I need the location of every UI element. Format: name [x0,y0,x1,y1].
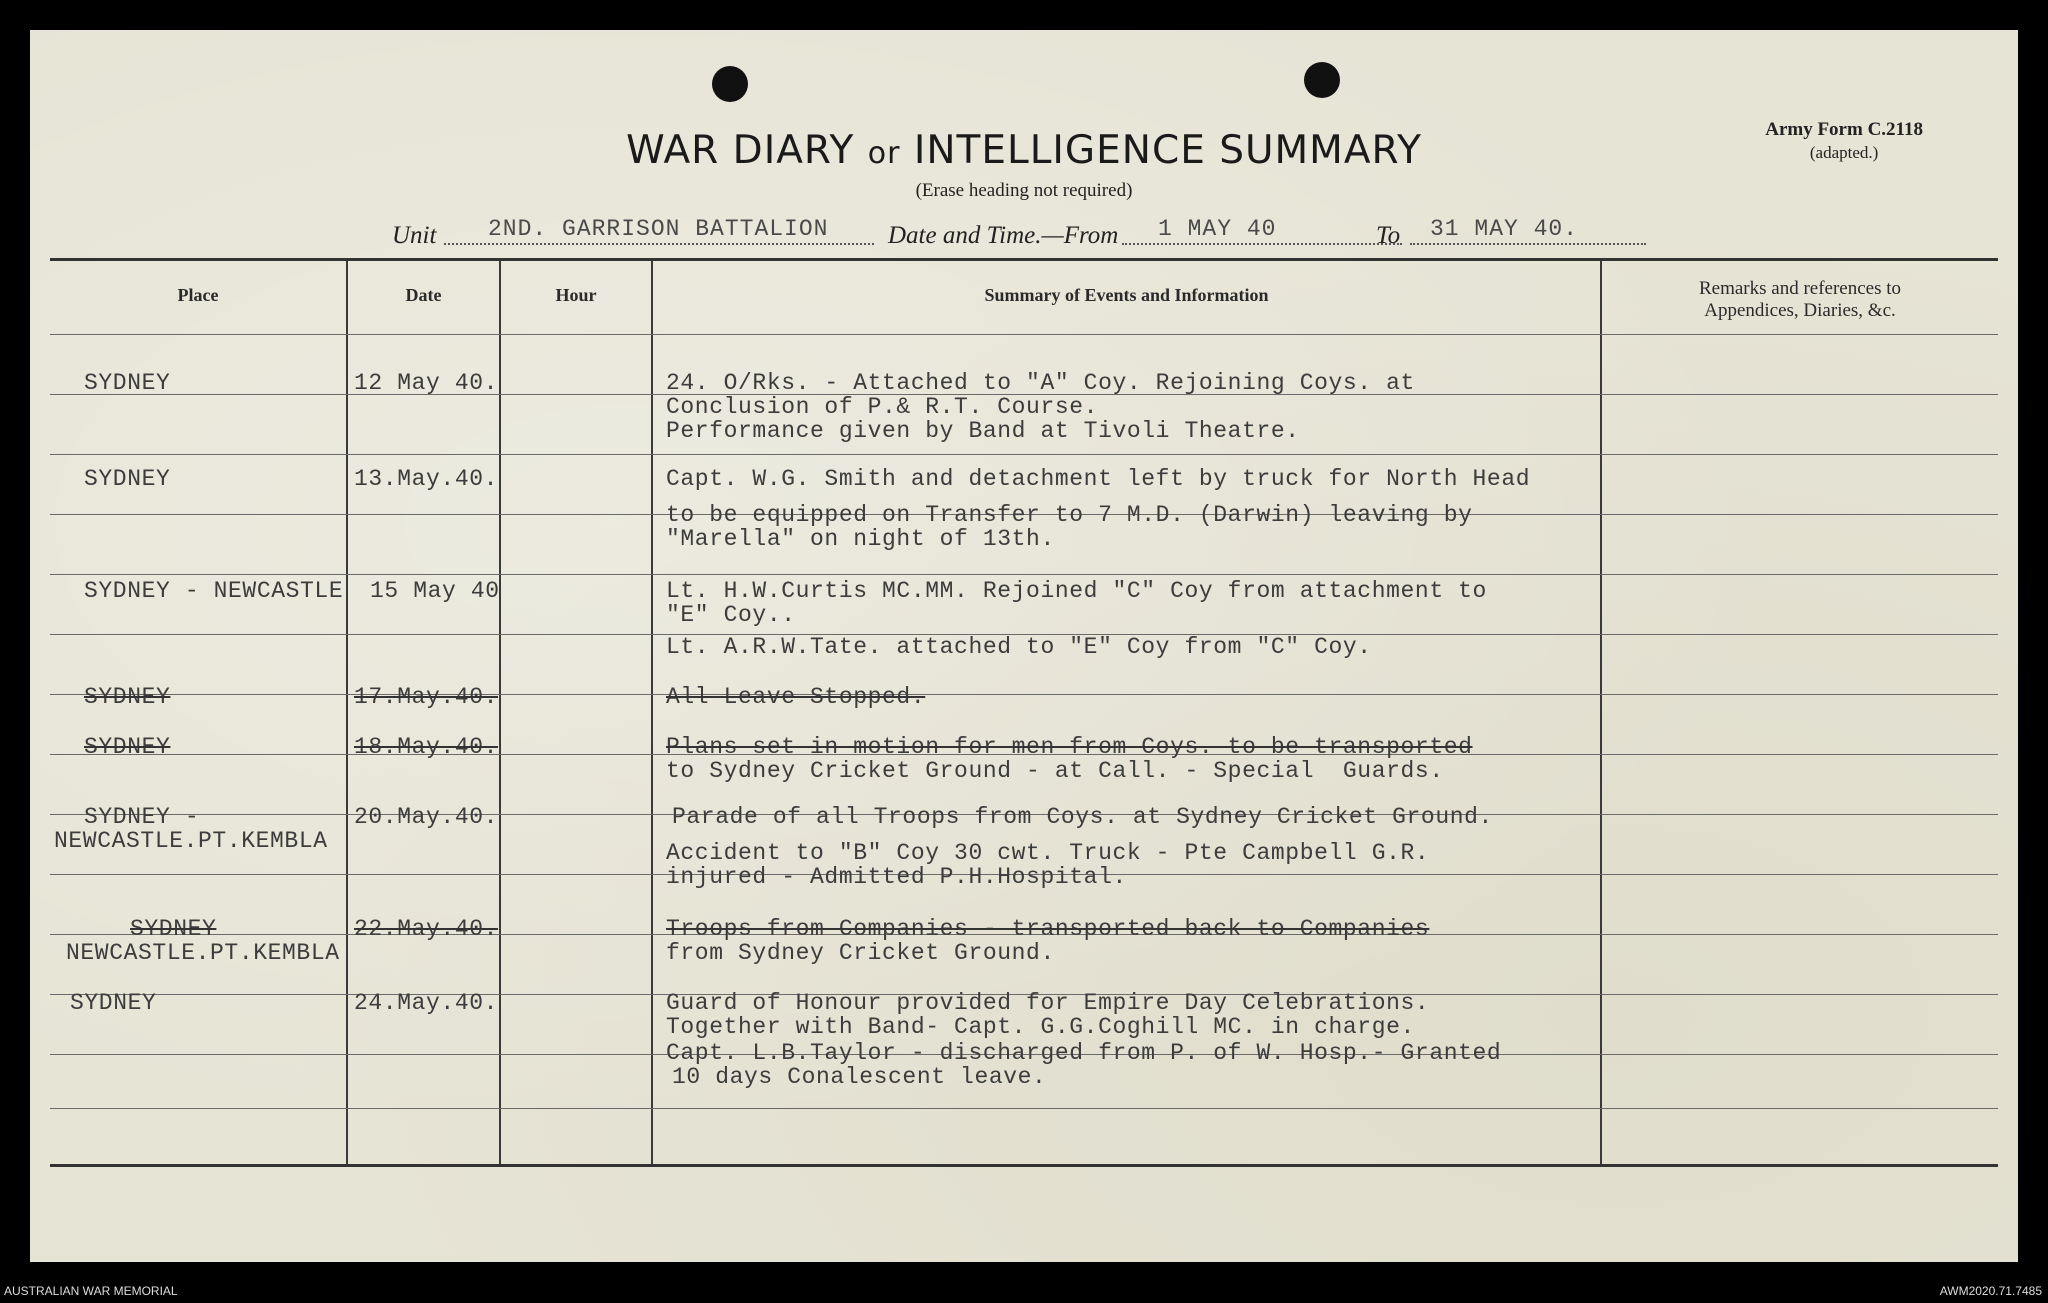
entry-place: NEWCASTLE.PT.KEMBLA [66,940,340,966]
column-divider [499,261,501,1164]
column-divider [1600,261,1602,1164]
entry-summary-line: 10 days Conalescent leave. [672,1064,1047,1090]
entry-summary-line: "E" Coy.. [666,602,796,628]
footer-archive-name: AUSTRALIAN WAR MEMORIAL [4,1284,178,1298]
column-header-date: Date [405,285,442,305]
date-from-label: Date and Time.—From [888,222,1119,249]
entry-place: SYDNEY [84,734,171,760]
entry-summary-line: Capt. W.G. Smith and detachment left by truck for North Head [666,466,1531,492]
entry-date: 13.May.40. [354,466,499,492]
date-to-line [1410,243,1646,245]
table-bottom-rule [50,1164,1998,1167]
entry-summary-line: Lt. A.R.W.Tate. attached to "E" Coy from "C" Coy. [666,634,1372,660]
punch-hole-left-icon [712,66,748,102]
column-divider [346,261,348,1164]
entry-place: SYDNEY - [84,804,200,830]
column-header-summary: Summary of Events and Information [984,285,1269,305]
entry-summary-line: All Leave Stopped. [666,684,926,710]
form-title: WAR DIARY or INTELLIGENCE SUMMARY [626,128,1422,173]
army-form-number: Army Form C.2118 (adapted.) [1765,119,1923,162]
unit-line [444,243,874,245]
date-from-value: 1 MAY 40 [1158,216,1277,242]
column-divider [651,261,653,1164]
entry-summary-line: Lt. H.W.Curtis MC.MM. Rejoined "C" Coy from attachment to [666,578,1487,604]
ruled-line [50,334,1998,335]
ruled-line [50,694,1998,695]
entry-date: 20.May.40. [354,804,499,830]
entry-date: 22.May.40. [354,916,499,942]
entry-summary-line: from Sydney Cricket Ground. [666,940,1055,966]
column-header-place: Place [177,285,219,305]
entry-summary-line: Parade of all Troops from Coys. at Sydney Cricket Ground. [672,804,1493,830]
ruled-line [50,574,1998,575]
entry-summary-line: Troops from Companies - transported back to Companies [666,916,1430,942]
entry-summary-line: to Sydney Cricket Ground - at Call. - Special Guards. [666,758,1444,784]
entry-place: SYDNEY [130,916,217,942]
entry-summary-line: Guard of Honour provided for Empire Day Celebrations. [666,990,1430,1016]
entry-date: 15 May 40 [370,578,500,604]
form-subtitle: (Erase heading not required) [915,180,1133,201]
unit-label: Unit [392,222,437,249]
entry-summary-line: to be equipped on Transfer to 7 M.D. (Darwin) leaving by [666,502,1473,528]
entry-summary-line: Plans set in motion for men from Coys. to be transported [666,734,1473,760]
entry-place: SYDNEY - NEWCASTLE [84,578,344,604]
date-to-value: 31 MAY 40. [1430,216,1579,242]
entry-date: 12 May 40. [354,370,499,396]
footer-accession-number: AWM2020.71.7485 [1939,1284,2042,1298]
entry-date: 17.May.40. [354,684,499,710]
entry-date: 18.May.40. [354,734,499,760]
entry-summary-line: Together with Band- Capt. G.G.Coghill MC. in charge. [666,1014,1415,1040]
unit-value: 2ND. GARRISON BATTALION [488,216,829,242]
table-top-rule [50,258,1998,261]
entry-place: SYDNEY [84,684,171,710]
entry-place: SYDNEY [84,466,171,492]
date-to-label: To [1376,222,1401,249]
entry-summary-line: Accident to "B" Coy 30 cwt. Truck - Pte Campbell G.R. [666,840,1430,866]
punch-hole-right-icon [1304,62,1340,98]
entry-summary-line: Performance given by Band at Tivoli Theatre. [666,418,1300,444]
entry-summary-line: injured - Admitted P.H.Hospital. [666,864,1127,890]
document-sheet [30,30,2018,1262]
entry-summary-line: "Marella" on night of 13th. [666,526,1055,552]
ruled-line [50,1108,1998,1109]
entry-summary-line: 24. O/Rks. - Attached to "A" Coy. Rejoining Coys. at [666,370,1415,396]
entry-place: SYDNEY [70,990,157,1016]
entry-place: NEWCASTLE.PT.KEMBLA [54,828,328,854]
entry-summary-line: Capt. L.B.Taylor - discharged from P. of W. Hosp.- Granted [666,1040,1502,1066]
date-from-line [1122,243,1402,245]
entry-place: SYDNEY [84,370,171,396]
entry-summary-line: Conclusion of P.& R.T. Course. [666,394,1099,420]
ruled-line [50,454,1998,455]
column-header-hour: Hour [555,285,597,305]
entry-date: 24.May.40. [354,990,499,1016]
column-header-remarks: Remarks and references to Appendices, Diaries, &c. [1698,278,1902,321]
